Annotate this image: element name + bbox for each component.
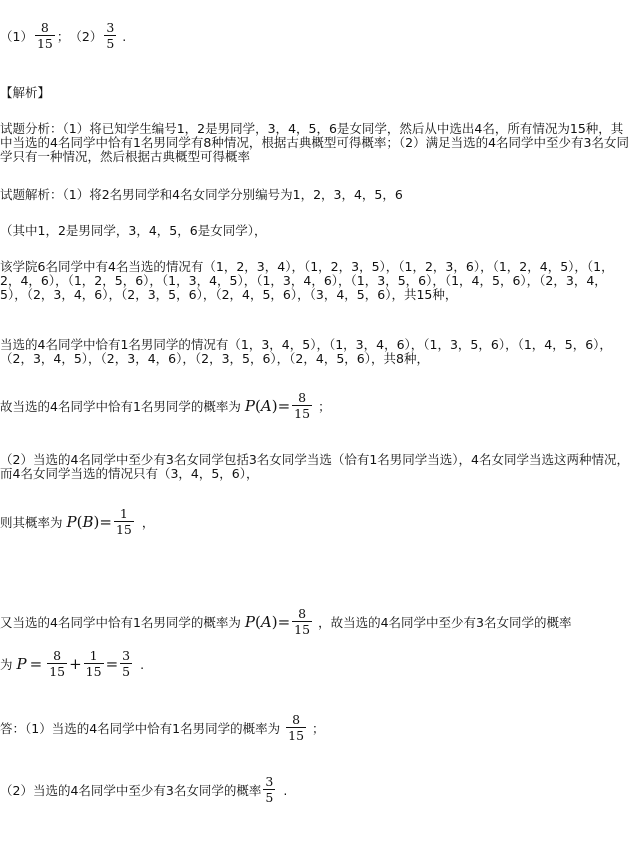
numbering-note: （其中1，2是男同学，3，4，5，6是女同学）， — [0, 223, 267, 238]
answer-summary-line — [0, 20, 126, 52]
equals-sign: = — [105, 655, 119, 673]
fraction-numerator: 8 — [298, 390, 307, 405]
answer2-end: . — [283, 782, 288, 798]
probability-b-line — [0, 506, 154, 538]
fraction-denominator: 15 — [288, 728, 305, 743]
fraction-denominator: 15 — [294, 622, 311, 637]
part2-label: （2） — [69, 29, 103, 44]
part2-cases-paragraph: （2）当选的4名同学中至少有3名女同学包括3名女同学当选（恰有1名男同学当选），4名女同学当选这两种情况，而4名女同学当选的情况只有（3，4，5，6）， — [0, 452, 629, 481]
total-fraction-3 — [120, 648, 132, 680]
part1-label: （1） — [0, 29, 33, 44]
fraction-numerator: 8 — [292, 712, 301, 727]
fraction-denominator: 15 — [85, 664, 102, 679]
one-male-cases-paragraph: 当选的4名同学中恰有1名男同学的情况有（1，3，4，5），（1，3，4，6），（1，3，5，6），（1，4，5，6），（2，3，4，5），（2，3，4，6），（2，3，5，6），（2，4，5，6），共8种， — [0, 337, 612, 366]
fraction-denominator: 15 — [49, 664, 66, 679]
part1-fraction — [35, 20, 55, 52]
combine-prefix: 又当选的4名同学中恰有1名男同学的概率为 — [0, 615, 241, 630]
final-answer-2 — [0, 774, 287, 806]
total-fraction-2 — [84, 648, 104, 680]
total-end: . — [140, 656, 145, 672]
fraction-denominator: 5 — [122, 664, 131, 679]
analysis-paragraph: 试题分析：（1）将已知学生编号1，2是男同学，3，4，5，6是女同学，然后从中选出4名，所有情况为15种，其中当选的4名同学中恰有1名男同学有8种情况，根据古典概型可得概率；（2）满足当选的4名同学中至少有3名女同学只有一种情况，然后根据古典概型可得概率 — [0, 121, 629, 164]
pa-end: ； — [318, 399, 331, 414]
combine-expression: P(A)= — [244, 613, 291, 631]
fraction-numerator: 1 — [89, 648, 98, 663]
total-prefix: 为 — [0, 657, 13, 672]
solution-intro: 试题解析：（1）将2名男同学和4名女同学分别编号为1，2，3，4，5，6 — [0, 187, 403, 202]
fraction-numerator: 8 — [298, 606, 307, 621]
pb-expression: P(B)= — [66, 513, 112, 531]
pb-fraction — [114, 506, 134, 538]
combine-suffix: ，故当选的4名同学中至少有3名女同学的概率 — [318, 615, 572, 630]
all-cases-paragraph: 该学院6名同学中有4名当选的情况有（1，2，3，4），（1，2，3，5），（1，2，3，6），（1，2，4，5），（1，2，4，6），（1，2，5，6），（1，3，4，5），（1，3，4，6），（1，3，5，6），（1，4，5，6），（2，3，4，5），（2，3，4，6），（2，3，5，6），（2，4，5，6），（3，4，5，6），共15种， — [0, 259, 614, 302]
fraction-denominator: 15 — [36, 36, 53, 51]
pb-prefix: 则其概率为 — [0, 515, 63, 530]
combine-fraction — [292, 606, 312, 638]
fraction-numerator: 3 — [265, 774, 274, 789]
pa-prefix: 故当选的4名同学中恰有1名男同学的概率为 — [0, 399, 241, 414]
total-fraction-1 — [47, 648, 67, 680]
section-heading: 【解析】 — [0, 85, 51, 100]
combine-line — [0, 606, 571, 638]
probability-a-line — [0, 390, 331, 422]
answer1-end: ； — [312, 721, 325, 736]
fraction-denominator: 5 — [265, 790, 274, 805]
answer2-prefix: （2）当选的4名同学中至少有3名女同学的概率 — [0, 783, 262, 798]
plus-sign: + — [69, 655, 82, 673]
fraction-denominator: 15 — [294, 406, 311, 421]
fraction-numerator: 3 — [106, 20, 115, 35]
pa-fraction — [292, 390, 312, 422]
total-probability-line — [0, 648, 144, 680]
period: . — [122, 28, 127, 44]
fraction-numerator: 1 — [119, 506, 128, 521]
fraction-numerator: 3 — [122, 648, 131, 663]
total-variable: P = — [16, 655, 43, 673]
fraction-numerator: 8 — [40, 20, 49, 35]
final-answer-1 — [0, 712, 325, 744]
fraction-denominator: 5 — [106, 36, 115, 51]
answer1-prefix: 答：（1）当选的4名同学中恰有1名男同学的概率为 — [0, 721, 281, 736]
fraction-denominator: 15 — [115, 522, 132, 537]
part2-fraction — [104, 20, 116, 52]
answer2-fraction — [263, 774, 275, 806]
fraction-numerator: 8 — [53, 648, 62, 663]
pa-expression: P(A)= — [244, 397, 291, 415]
separator: ； — [56, 29, 70, 44]
pb-end: ， — [141, 515, 155, 530]
answer1-fraction — [286, 712, 306, 744]
